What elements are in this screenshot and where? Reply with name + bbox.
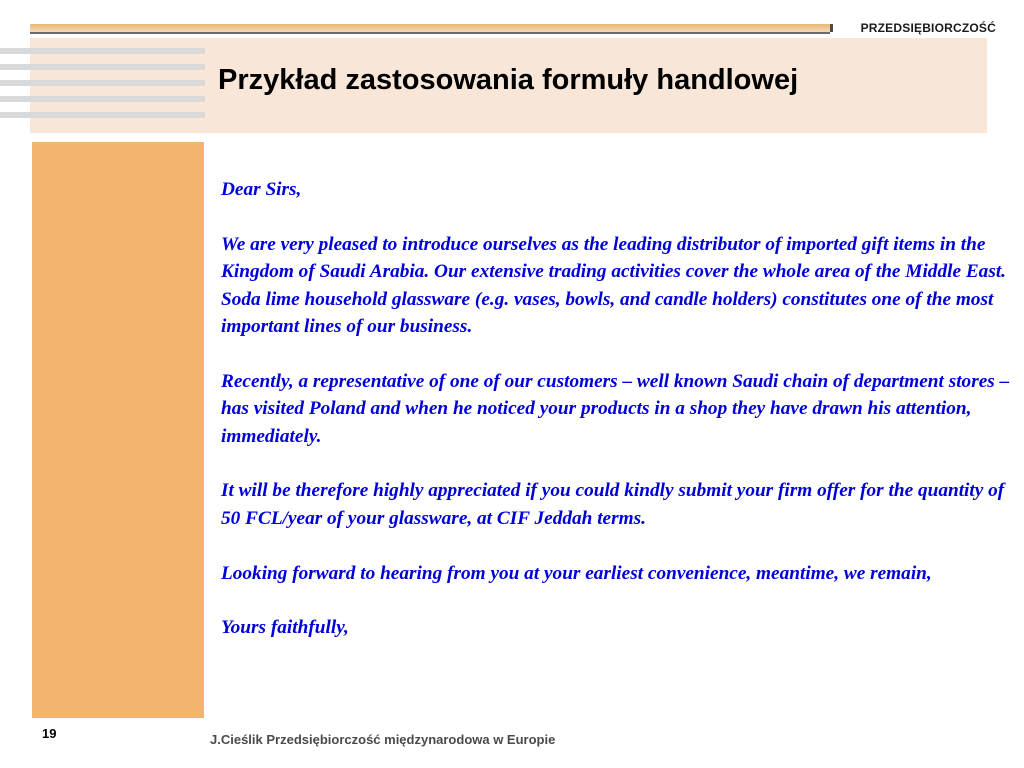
stripe — [0, 48, 205, 54]
letter-paragraph: Looking forward to hearing from you at your earliest convenience, meantime, we remain, — [221, 562, 932, 584]
page-number: 19 — [42, 726, 57, 741]
stripe — [0, 64, 205, 70]
stripe — [0, 112, 205, 118]
top-decorative-bar — [30, 24, 830, 34]
stripe — [0, 80, 205, 86]
left-accent-panel — [32, 142, 204, 718]
letter-salutation: Dear Sirs, — [221, 179, 302, 200]
letter-paragraph: It will be therefore highly appreciated if you could kindly submit your firm offer for the quantity of 50 FCL/year of your glassware, at CIF Jeddah terms. — [221, 480, 1005, 529]
footer-text: J.Cieślik Przedsiębiorczość międzynarodowa w Europie — [210, 732, 556, 747]
letter-paragraph: Recently, a representative of one of our customers – well known Saudi chain of department stores – has visited Poland and when he noticed your products in a shop they have drawn his attention, immediately. — [221, 370, 1010, 447]
letter-body — [221, 176, 1021, 669]
brand-label: PRZEDSIĘBIORCZOŚĆ — [860, 21, 996, 35]
letter-closing: Yours faithfully, — [221, 617, 349, 639]
slide-title: Przykład zastosowania formuły handlowej — [218, 64, 799, 96]
stripe — [0, 96, 205, 102]
letter-paragraph: We are very pleased to introduce ourselves as the leading distributor of imported gift items in the Kingdom of Saudi Arabia. Our extensive trading activities cover the whole area of the Middle East. Soda lime household glassware (e.g. vases, bowls, and candle holders) constitutes one of the most important lines of our business. — [221, 233, 1007, 338]
decorative-stripes — [0, 38, 205, 133]
